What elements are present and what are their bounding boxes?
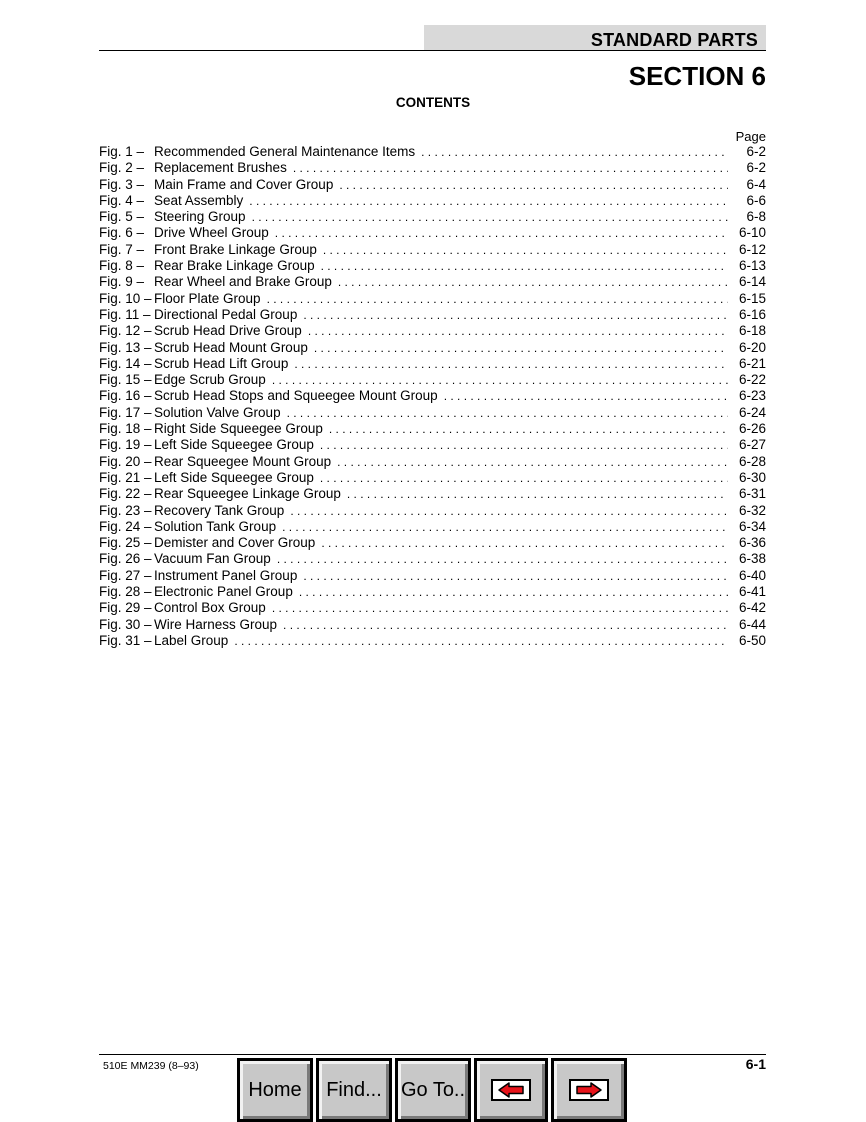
figure-number: Fig. 13 – <box>99 339 152 355</box>
goto-button[interactable]: Go To.. <box>395 1058 471 1122</box>
figure-title: Scrub Head Stops and Squeegee Mount Group <box>154 388 438 404</box>
toc-entry[interactable] <box>99 258 766 274</box>
page-reference: 6-6 <box>746 192 766 208</box>
toc-entry[interactable] <box>99 535 766 551</box>
banner-text: STANDARD PARTS <box>590 30 758 50</box>
table-of-contents <box>99 144 766 649</box>
figure-number: Fig. 31 – <box>99 632 152 648</box>
figure-number: Fig. 4 – <box>99 192 145 208</box>
dot-leader <box>282 519 728 535</box>
page-reference: 6-44 <box>738 616 766 632</box>
figure-title: Demister and Cover Group <box>154 535 316 551</box>
dot-leader <box>303 307 728 323</box>
dot-leader <box>347 486 728 502</box>
figure-title: Rear Wheel and Brake Group <box>154 274 332 290</box>
figure-number: Fig. 21 – <box>99 469 152 485</box>
figure-title: Solution Tank Group <box>154 518 277 534</box>
document-code: 510E MM239 (8–93) <box>103 1060 199 1072</box>
toc-entry[interactable] <box>99 519 766 535</box>
toc-entry[interactable] <box>99 372 766 388</box>
toc-entry[interactable] <box>99 600 766 616</box>
toc-entry[interactable] <box>99 551 766 567</box>
figure-title: Recommended General Maintenance Items <box>154 144 416 159</box>
figure-title: Scrub Head Drive Group <box>154 323 302 339</box>
dot-leader <box>249 193 728 209</box>
figure-title: Vacuum Fan Group <box>154 551 271 567</box>
dot-leader <box>267 291 728 307</box>
dot-leader <box>329 421 728 437</box>
figure-title: Label Group <box>154 632 229 648</box>
figure-title: Steering Group <box>154 209 246 225</box>
page-reference: 6-34 <box>738 518 766 534</box>
figure-title: Rear Squeegee Mount Group <box>154 453 332 469</box>
figure-number: Fig. 7 – <box>99 241 145 257</box>
section-banner <box>424 25 766 51</box>
dot-leader <box>321 535 728 551</box>
page-reference: 6-50 <box>738 632 766 648</box>
figure-number: Fig. 26 – <box>99 551 152 567</box>
figure-number: Fig. 2 – <box>99 160 145 176</box>
page-reference: 6-40 <box>738 567 766 583</box>
page-number: 6-1 <box>745 1056 766 1072</box>
toc-entry[interactable] <box>99 291 766 307</box>
figure-title: Left Side Squeegee Group <box>154 437 314 453</box>
figure-number: Fig. 30 – <box>99 616 152 632</box>
figure-title: Left Side Squeegee Group <box>154 469 314 485</box>
toc-entry[interactable] <box>99 307 766 323</box>
toc-entry[interactable] <box>99 633 766 649</box>
page-reference: 6-20 <box>738 339 766 355</box>
toc-entry[interactable] <box>99 193 766 209</box>
toc-entry[interactable] <box>99 242 766 258</box>
figure-title: Drive Wheel Group <box>154 225 269 241</box>
toc-entry[interactable] <box>99 144 766 160</box>
toc-entry[interactable] <box>99 356 766 372</box>
figure-number: Fig. 23 – <box>99 502 152 518</box>
dot-leader <box>272 600 728 616</box>
page-reference: 6-4 <box>746 176 766 192</box>
figure-title: Solution Valve Group <box>154 404 281 420</box>
dot-leader <box>299 584 728 600</box>
dot-leader <box>283 617 728 633</box>
toc-entry[interactable] <box>99 503 766 519</box>
footer-divider <box>99 1054 766 1055</box>
toc-entry[interactable] <box>99 405 766 421</box>
page-reference: 6-12 <box>738 241 766 257</box>
dot-leader <box>293 160 728 176</box>
figure-title: Right Side Squeegee Group <box>154 421 323 437</box>
header-divider <box>99 50 766 51</box>
figure-number: Fig. 24 – <box>99 518 152 534</box>
right-arrow-icon <box>569 1079 609 1101</box>
contents-heading: CONTENTS <box>395 95 471 110</box>
page-reference: 6-41 <box>738 584 766 600</box>
next-page-button[interactable] <box>551 1058 627 1122</box>
figure-number: Fig. 20 – <box>99 453 152 469</box>
toc-entry[interactable] <box>99 584 766 600</box>
page-reference: 6-32 <box>738 502 766 518</box>
figure-title: Electronic Panel Group <box>154 584 293 600</box>
toc-entry[interactable] <box>99 274 766 290</box>
dot-leader <box>339 177 728 193</box>
page-reference: 6-24 <box>738 404 766 420</box>
figure-number: Fig. 8 – <box>99 258 145 274</box>
page-reference: 6-26 <box>738 421 766 437</box>
page-reference: 6-42 <box>738 600 766 616</box>
figure-title: Wire Harness Group <box>154 616 278 632</box>
dot-leader <box>444 388 728 404</box>
figure-number: Fig. 12 – <box>99 323 152 339</box>
figure-number: Fig. 11 – <box>99 306 151 322</box>
dot-leader <box>303 568 728 584</box>
page-reference: 6-27 <box>738 437 766 453</box>
page-reference: 6-30 <box>738 469 766 485</box>
toc-entry[interactable] <box>99 160 766 176</box>
dot-leader <box>277 551 728 567</box>
toc-entry[interactable] <box>99 454 766 470</box>
page-reference: 6-2 <box>746 144 766 159</box>
page-reference: 6-23 <box>738 388 766 404</box>
figure-title: Instrument Panel Group <box>154 567 298 583</box>
figure-number: Fig. 16 – <box>99 388 152 404</box>
toc-entry[interactable] <box>99 323 766 339</box>
figure-title: Scrub Head Mount Group <box>154 339 308 355</box>
figure-title: Directional Pedal Group <box>154 306 298 322</box>
figure-number: Fig. 18 – <box>99 421 152 437</box>
dot-leader <box>321 258 728 274</box>
dot-leader <box>323 242 728 258</box>
figure-number: Fig. 1 – <box>99 144 145 159</box>
page-reference: 6-15 <box>738 290 766 306</box>
figure-number: Fig. 25 – <box>99 535 152 551</box>
figure-title: Recovery Tank Group <box>154 502 285 518</box>
figure-number: Fig. 17 – <box>99 404 152 420</box>
figure-title: Main Frame and Cover Group <box>154 176 334 192</box>
figure-number: Fig. 15 – <box>99 372 152 388</box>
figure-number: Fig. 6 – <box>99 225 145 241</box>
find-button[interactable]: Find... <box>316 1058 392 1122</box>
toc-entry[interactable] <box>99 470 766 486</box>
page-reference: 6-36 <box>738 535 766 551</box>
figure-number: Fig. 19 – <box>99 437 152 453</box>
figure-number: Fig. 28 – <box>99 584 152 600</box>
dot-leader <box>275 225 728 241</box>
page-reference: 6-2 <box>746 160 766 176</box>
page-reference: 6-22 <box>738 372 766 388</box>
page-reference: 6-31 <box>738 486 766 502</box>
figure-number: Fig. 3 – <box>99 176 145 192</box>
figure-number: Fig. 14 – <box>99 355 152 371</box>
toc-entry[interactable] <box>99 486 766 502</box>
dot-leader <box>234 633 728 649</box>
dot-leader <box>272 372 728 388</box>
dot-leader <box>308 323 728 339</box>
dot-leader <box>337 454 728 470</box>
toc-entry[interactable] <box>99 421 766 437</box>
page-reference: 6-8 <box>746 209 766 225</box>
dot-leader <box>290 503 728 519</box>
page-reference: 6-28 <box>738 453 766 469</box>
page-reference: 6-38 <box>738 551 766 567</box>
toc-entry[interactable] <box>99 617 766 633</box>
home-button[interactable]: Home <box>237 1058 313 1122</box>
dot-leader <box>320 437 728 453</box>
figure-title: Front Brake Linkage Group <box>154 241 317 257</box>
figure-title: Rear Squeegee Linkage Group <box>154 486 341 502</box>
dot-leader <box>314 340 728 356</box>
figure-number: Fig. 10 – <box>99 290 152 306</box>
figure-title: Scrub Head Lift Group <box>154 355 289 371</box>
page-reference: 6-18 <box>738 323 766 339</box>
figure-title: Seat Assembly <box>154 192 244 208</box>
figure-number: Fig. 29 – <box>99 600 152 616</box>
page-column-label: Page <box>735 129 766 144</box>
figure-title: Rear Brake Linkage Group <box>154 258 315 274</box>
page-reference: 6-10 <box>738 225 766 241</box>
figure-number: Fig. 9 – <box>99 274 145 290</box>
toc-entry[interactable] <box>99 340 766 356</box>
toc-entry[interactable] <box>99 177 766 193</box>
figure-number: Fig. 22 – <box>99 486 152 502</box>
dot-leader <box>320 470 728 486</box>
page-reference: 6-16 <box>738 306 766 322</box>
figure-title: Edge Scrub Group <box>154 372 266 388</box>
toc-entry[interactable] <box>99 388 766 404</box>
figure-number: Fig. 5 – <box>99 209 145 225</box>
toc-entry[interactable] <box>99 225 766 241</box>
toc-entry[interactable] <box>99 568 766 584</box>
section-title: SECTION 6 <box>628 61 766 91</box>
previous-page-button[interactable] <box>474 1058 548 1122</box>
page-reference: 6-21 <box>738 355 766 371</box>
left-arrow-icon <box>491 1079 531 1101</box>
figure-title: Control Box Group <box>154 600 266 616</box>
page-reference: 6-14 <box>738 274 766 290</box>
navigation-bar <box>237 1058 627 1122</box>
dot-leader <box>252 209 728 225</box>
dot-leader <box>338 274 728 290</box>
figure-number: Fig. 27 – <box>99 567 152 583</box>
dot-leader <box>287 405 728 421</box>
dot-leader <box>294 356 728 372</box>
toc-entry[interactable] <box>99 437 766 453</box>
dot-leader <box>421 144 728 160</box>
toc-entry[interactable] <box>99 209 766 225</box>
figure-title: Floor Plate Group <box>154 290 261 306</box>
figure-title: Replacement Brushes <box>154 160 287 176</box>
page-reference: 6-13 <box>738 258 766 274</box>
